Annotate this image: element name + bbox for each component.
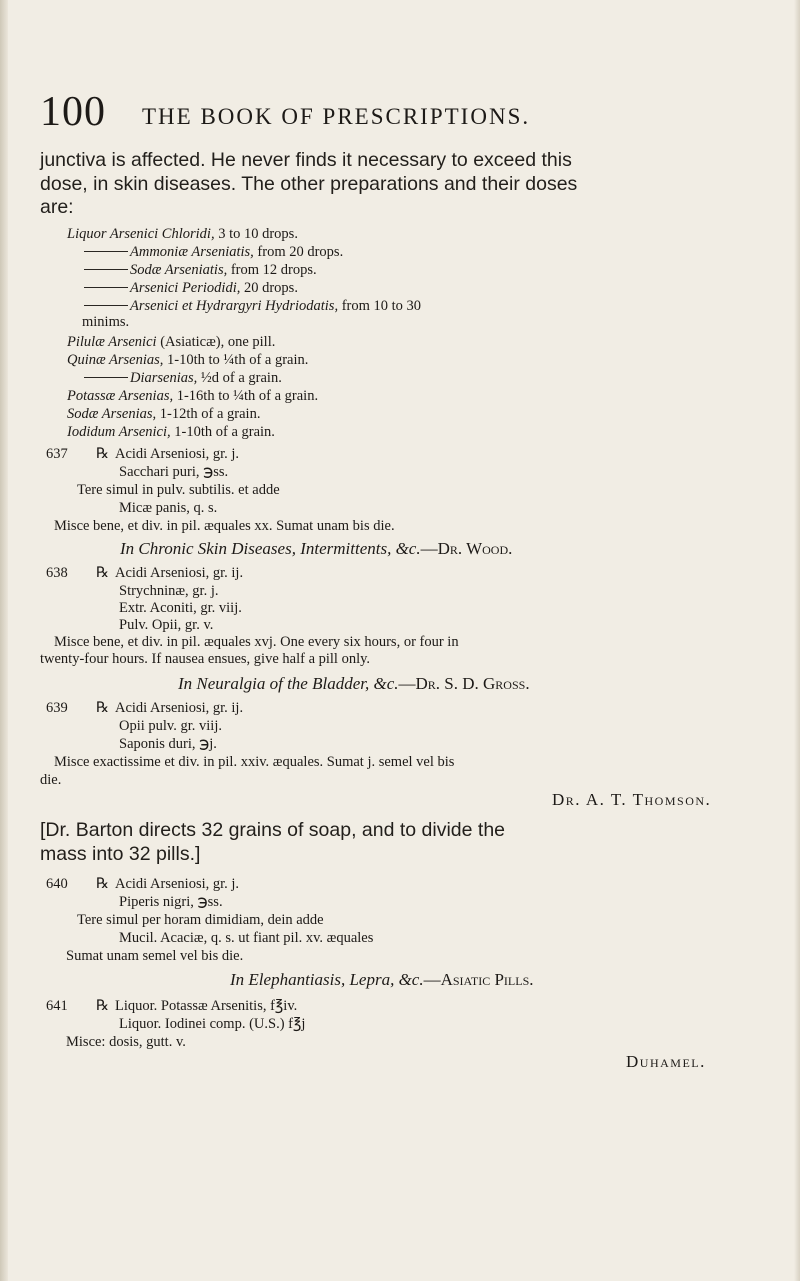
dose-item: Arsenici Periodidi, 20 drops. — [84, 280, 298, 297]
prescription-line: ℞ Liquor. Potassæ Arsenitis, f℥iv. — [96, 998, 298, 1014]
prescription-line: Liquor. Iodinei comp. (U.S.) f℥j — [119, 1016, 306, 1032]
dose-item: Ammoniæ Arseniatis, from 20 drops. — [84, 244, 343, 261]
dose-item: Pilulæ Arsenici (Asiaticæ), one pill. — [67, 334, 276, 350]
page-left-edge — [0, 0, 8, 1281]
author-signature: Duhamel. — [626, 1052, 706, 1071]
dose-item: Potassæ Arsenias, 1-16th to ¼th of a grain. — [67, 388, 319, 404]
editorial-note: mass into 32 pills.] — [40, 843, 201, 865]
recipe-symbol: ℞ — [96, 565, 109, 581]
recipe-symbol: ℞ — [96, 876, 109, 892]
prescription-line: Misce: dosis, gutt. v. — [66, 1034, 186, 1050]
dose-item: Quinæ Arsenias, 1-10th to ¼th of a grain. — [67, 352, 309, 368]
prescription-line: ℞ Acidi Arseniosi, gr. ij. — [96, 565, 244, 581]
section-heading: In Chronic Skin Diseases, Intermittents, &c.—Dr. Wood. — [120, 539, 513, 558]
intro-line: dose, in skin diseases. The other preparations and their doses — [40, 173, 578, 195]
prescription-number: 637 — [46, 446, 68, 462]
prescription-number: 640 — [46, 876, 68, 892]
dose-item: Diarsenias, ½d of a grain. — [84, 370, 282, 387]
editorial-note: [Dr. Barton directs 32 grains of soap, and to divide the — [40, 819, 506, 841]
prescription-number: 639 — [46, 700, 68, 716]
prescription-line: Micæ panis, q. s. — [119, 500, 218, 516]
page-number: 100 — [40, 89, 106, 135]
prescription-number: 638 — [46, 565, 68, 581]
dose-item: Arsenici et Hydrargyri Hydriodatis, from 10 to 30 — [84, 298, 421, 315]
prescription-line: ℞ Acidi Arseniosi, gr. j. — [96, 446, 240, 462]
page-header — [40, 88, 760, 138]
prescription-line: Sacchari puri, ℈ss. — [119, 464, 229, 480]
prescription-line: Sumat unam semel vel bis die. — [66, 948, 244, 964]
dose-item: Sodæ Arsenias, 1-12th of a grain. — [67, 406, 261, 422]
running-title: THE BOOK OF PRESCRIPTIONS. — [142, 104, 531, 129]
prescription-line: ℞ Acidi Arseniosi, gr. ij. — [96, 700, 244, 716]
prescription-line: Tere simul per horam dimidiam, dein adde — [77, 912, 324, 928]
prescription-line: Misce bene, et div. in pil. æquales xvj. One every six hours, or four in — [54, 634, 459, 650]
intro-line: are: — [40, 196, 74, 218]
dose-item: Liquor Arsenici Chloridi, 3 to 10 drops. — [67, 226, 298, 242]
dose-item: Iodidum Arsenici, 1-10th of a grain. — [67, 424, 275, 440]
prescription-line: Tere simul in pulv. subtilis. et adde — [77, 482, 280, 498]
prescription-line: Mucil. Acaciæ, q. s. ut fiant pil. xv. æquales — [119, 930, 374, 946]
prescription-line: Extr. Aconiti, gr. viij. — [119, 600, 242, 616]
prescription-number: 641 — [46, 998, 68, 1014]
author-signature: Dr. A. T. Thomson. — [552, 790, 712, 809]
prescription-line: ℞ Acidi Arseniosi, gr. j. — [96, 876, 240, 892]
prescription-line: Saponis duri, ℈j. — [119, 736, 217, 752]
recipe-symbol: ℞ — [96, 446, 109, 462]
section-heading: In Neuralgia of the Bladder, &c.—Dr. S. D. Gross. — [178, 674, 530, 693]
prescription-line: Pulv. Opii, gr. v. — [119, 617, 214, 633]
prescription-line: Strychninæ, gr. j. — [119, 583, 219, 599]
page-right-edge — [794, 0, 800, 1281]
prescription-line: Piperis nigri, ℈ss. — [119, 894, 223, 910]
prescription-line: Misce bene, et div. in pil. æquales xx. Sumat unam bis die. — [54, 518, 395, 534]
recipe-symbol: ℞ — [96, 998, 109, 1014]
section-heading: In Elephantiasis, Lepra, &c.—Asiatic Pills. — [230, 970, 534, 989]
intro-line: junctiva is affected. He never finds it necessary to exceed this — [40, 149, 572, 171]
prescription-line: twenty-four hours. If nausea ensues, give half a pill only. — [40, 651, 371, 667]
prescription-line: die. — [40, 772, 62, 788]
dose-item: minims. — [82, 314, 130, 330]
dose-item: Sodæ Arseniatis, from 12 drops. — [84, 262, 317, 279]
recipe-symbol: ℞ — [96, 700, 109, 716]
prescription-line: Opii pulv. gr. viij. — [119, 718, 222, 734]
prescription-line: Misce exactissime et div. in pil. xxiv. æquales. Sumat j. semel vel bis — [54, 754, 455, 770]
